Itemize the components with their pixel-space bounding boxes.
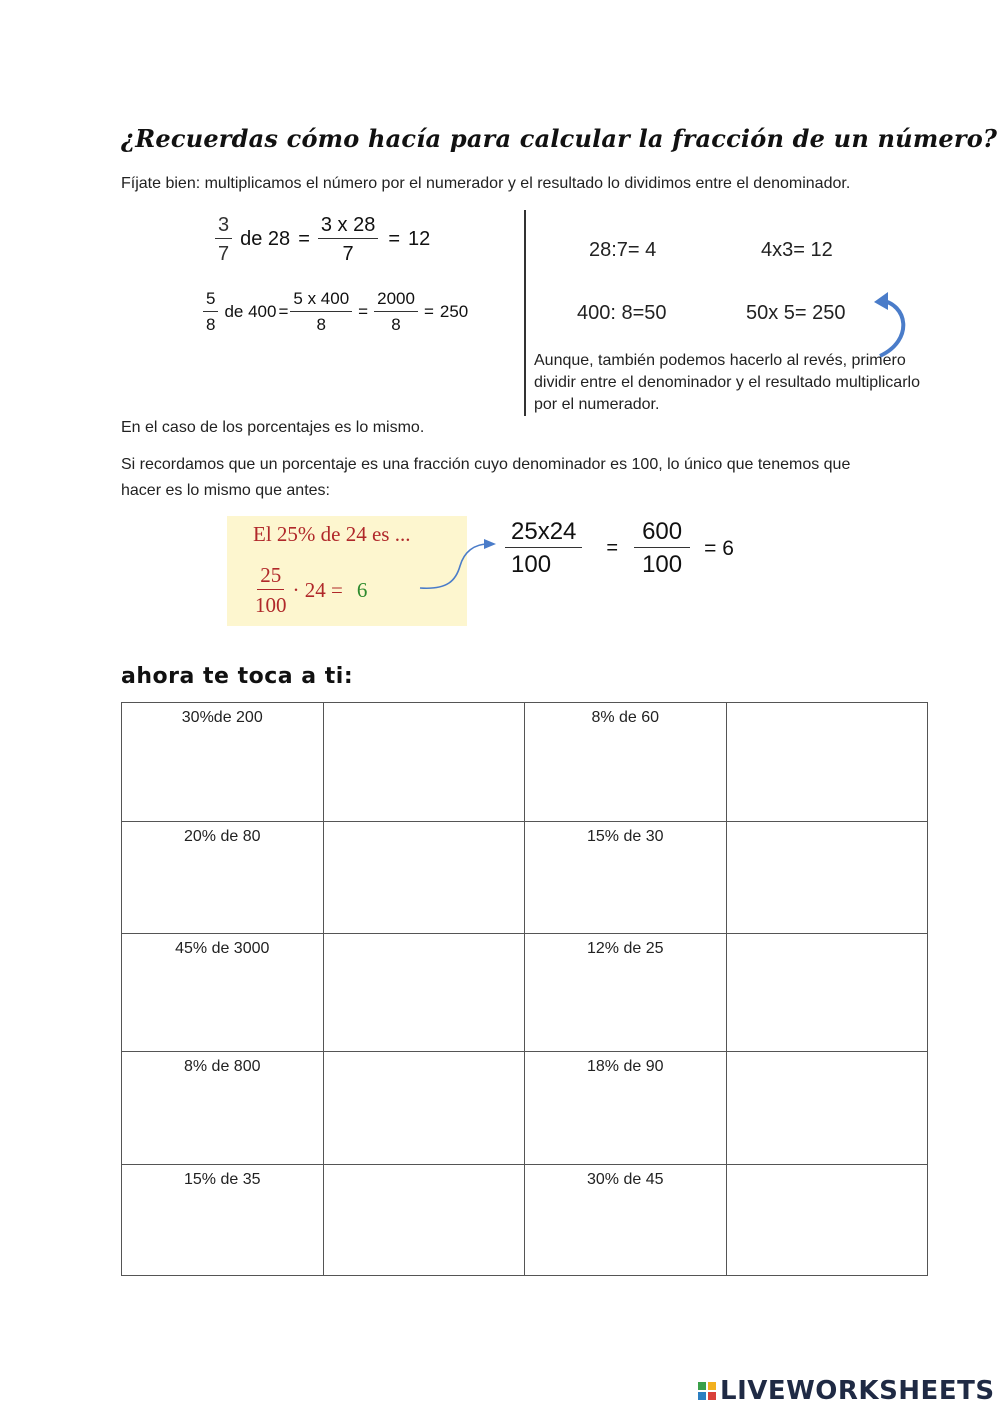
exercise-label: 8% de 60 (525, 703, 727, 822)
result: 12 (408, 228, 431, 250)
denominator: 100 (642, 551, 683, 579)
exercise-label: 45% de 3000 (122, 934, 324, 1052)
link-arrow-icon (418, 536, 498, 592)
box-equation (255, 564, 367, 617)
box-result: 6 (356, 578, 368, 603)
calc-divide-2: 400: 8=50 (577, 302, 667, 324)
denominator: 8 (391, 314, 401, 334)
fraction (215, 214, 232, 265)
page-title: ¿Recuerdas cómo hacía para calcular la fracción de un número? (121, 124, 998, 153)
fraction (203, 290, 218, 334)
percent-intro: En el caso de los porcentajes es lo mismo. (121, 419, 425, 436)
numerator: 600 (634, 519, 690, 548)
equals: = (298, 228, 310, 250)
exercise-heading: ahora te toca a ti: (121, 664, 354, 689)
answer-cell[interactable] (323, 934, 525, 1052)
answer-cell[interactable] (323, 703, 525, 822)
fraction-2 (634, 519, 690, 579)
table-row (122, 703, 928, 822)
table-row (122, 822, 928, 934)
final-result: = 6 (704, 536, 734, 560)
percent-calculation (505, 519, 734, 579)
fraction-example-1 (215, 214, 430, 265)
logo-text: LIVEWORKSHEETS (720, 1376, 995, 1406)
fraction-1 (505, 519, 582, 579)
calc-multiply-1: 4x3= 12 (761, 239, 833, 261)
numerator: 3 (215, 214, 232, 239)
answer-cell[interactable] (323, 822, 525, 934)
answer-cell[interactable] (323, 1165, 525, 1276)
table-row (122, 934, 928, 1052)
exercise-table (121, 702, 928, 1276)
denominator: 100 (255, 593, 287, 618)
intro-text: Fíjate bien: multiplicamos el número por el numerador y el resultado lo dividimos entre el denominador. (121, 175, 851, 192)
mid-fraction (374, 290, 418, 334)
percent-fraction (255, 564, 287, 617)
exercise-label: 12% de 25 (525, 934, 727, 1052)
vertical-divider (524, 210, 526, 416)
product-fraction (318, 214, 378, 265)
denominator: 8 (316, 314, 327, 334)
equals: = (278, 302, 289, 322)
times-text: · 24 = (292, 578, 343, 603)
answer-cell[interactable] (726, 1052, 928, 1165)
equals: = (606, 537, 619, 560)
of-text: de 400 (224, 302, 277, 322)
exercise-label: 15% de 35 (122, 1165, 324, 1276)
exercise-label: 8% de 800 (122, 1052, 324, 1165)
calc-divide-1: 28:7= 4 (589, 239, 657, 261)
box-title: El 25% de 24 es ... (253, 522, 411, 546)
equals: = (423, 302, 434, 322)
exercise-label: 30%de 200 (122, 703, 324, 822)
percent-text-line-2: hacer es lo mismo que antes: (121, 482, 330, 499)
logo-icon (698, 1382, 716, 1400)
answer-cell[interactable] (726, 1165, 928, 1276)
denominator: 7 (342, 243, 354, 265)
equals: = (388, 228, 401, 250)
result: 250 (439, 302, 469, 322)
denominator: 100 (511, 551, 552, 579)
reverse-method-note: Aunque, también podemos hacerlo al revés, primero dividir entre el denominador y el resultado multiplicarlo por el numerador. (534, 352, 920, 413)
exercise-label: 30% de 45 (525, 1165, 727, 1276)
exercise-label: 18% de 90 (525, 1052, 727, 1165)
table-row (122, 1052, 928, 1165)
table-row (122, 1165, 928, 1276)
equals: = (358, 302, 369, 322)
numerator: 5 x 400 (290, 290, 352, 312)
numerator: 3 x 28 (318, 214, 378, 239)
product-fraction (290, 290, 352, 334)
numerator: 25 (257, 564, 284, 590)
answer-cell[interactable] (726, 934, 928, 1052)
of-text: de 28 (240, 228, 291, 250)
answer-cell[interactable] (323, 1052, 525, 1165)
numerator: 5 (203, 290, 218, 312)
exercise-label: 15% de 30 (525, 822, 727, 934)
denominator: 8 (206, 314, 216, 334)
answer-cell[interactable] (726, 703, 928, 822)
calc-multiply-2: 50x 5= 250 (746, 302, 846, 324)
numerator: 25x24 (505, 519, 582, 548)
liveworksheets-logo (698, 1376, 995, 1406)
fraction-example-2 (203, 290, 468, 334)
denominator: 7 (218, 243, 230, 265)
percent-text-line-1: Si recordamos que un porcentaje es una fracción cuyo denominador es 100, lo único que tenemos que (121, 456, 851, 473)
numerator: 2000 (374, 290, 418, 312)
exercise-label: 20% de 80 (122, 822, 324, 934)
answer-cell[interactable] (726, 822, 928, 934)
